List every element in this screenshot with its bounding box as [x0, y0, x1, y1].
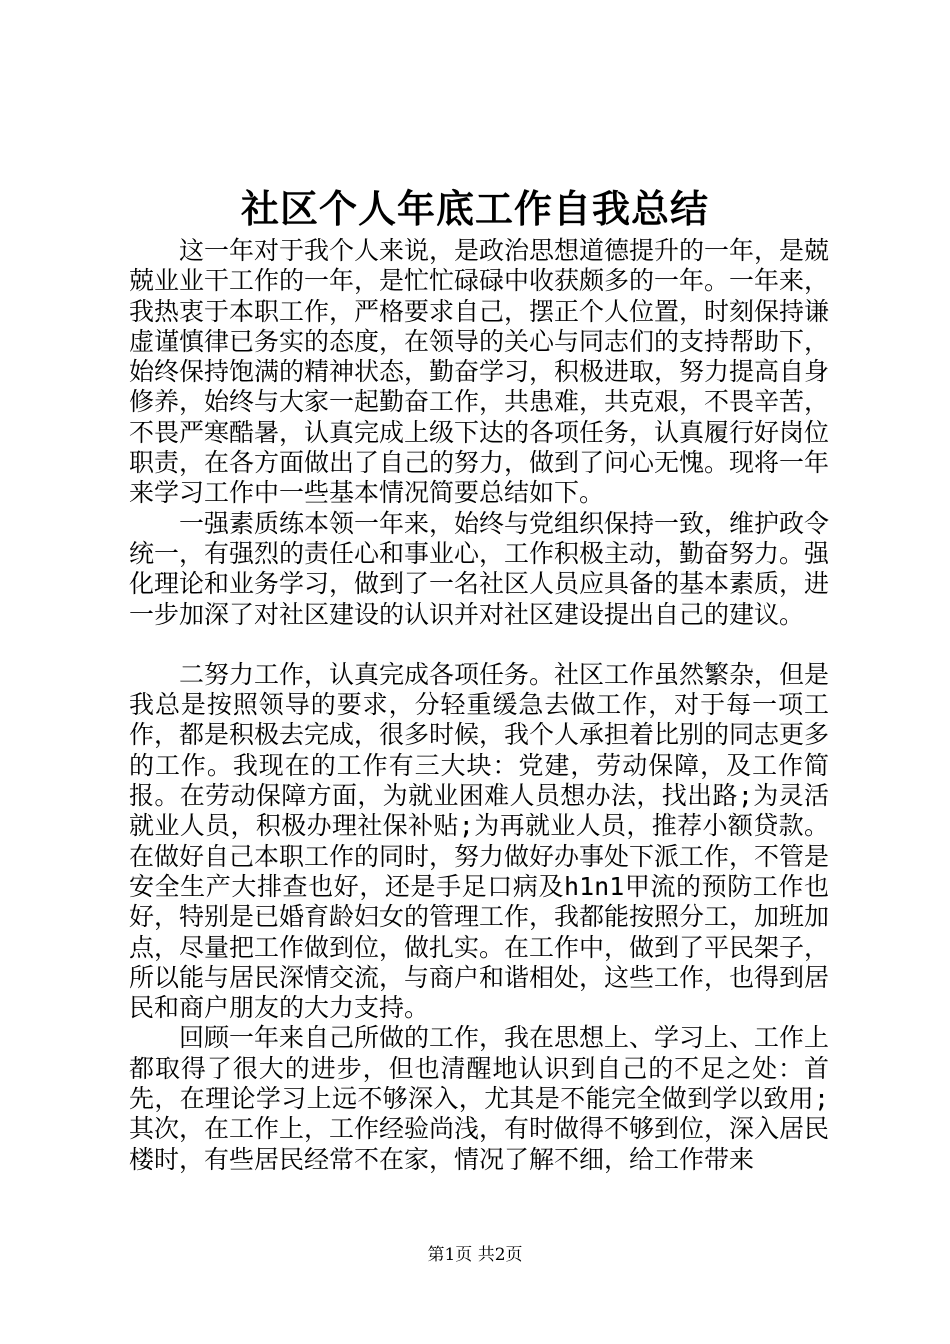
document-body [129, 236, 829, 1175]
document-title: 社区个人年底工作自我总结 [240, 186, 709, 231]
paragraph-intro: 这一年对于我个人来说，是政治思想道德提升的一年，是兢兢业业干工作的一年，是忙忙碌碌中收获颇多的一年。一年来，我热衷于本职工作，严格要求自己，摆正个人位置，时刻保持谦虚谨慎律已务实的态度，在领导的关心与同志们的支持帮助下，始终保持饱满的精神状态，勤奋学习，积极进取，努力提高自身修养，始终与大家一起勤奋工作，共患难，共克艰，不畏辛苦，不畏严寒酷暑，认真完成上级下达的各项任务，认真履行好岗位职责，在各方面做出了自己的努力，做到了问心无愧。现将一年来学习工作中一些基本情况简要总结如下。 [129, 236, 830, 508]
paragraph-review: 回顾一年来自己所做的工作，我在思想上、学习上、工作上都取得了很大的进步，但也清醒地认识到自己的不足之处：首先，在理论学习上远不够深入，尤其是不能完全做到学以致用;其次，在工作上，工作经验尚浅，有时做得不够到位，深入居民楼时，有些居民经常不在家，情况了解不细，给工作带来 [129, 1023, 830, 1174]
page-footer: 第1页 共2页 [427, 1245, 523, 1265]
paragraph-section-two: 二努力工作，认真完成各项任务。社区工作虽然繁杂，但是我总是按照领导的要求，分轻重缓急去做工作，对于每一项工作，都是积极去完成，很多时候，我个人承担着比别的同志更多的工作。我现在的工作有三大块：党建，劳动保障，及工作简报。在劳动保障方面，为就业困难人员想办法，找出路;为灵活就业人员，积极办理社保补贴;为再就业人员，推荐小额贷款。在做好自己本职工作的同时，努力做好办事处下派工作，不管是安全生产大排查也好，还是手足口病及h1n1甲流的预防工作也好，特别是已婚育龄妇女的管理工作，我都能按照分工，加班加点，尽量把工作做到位，做扎实。在工作中，做到了平民架子，所以能与居民深情交流，与商户和谐相处，这些工作，也得到居民和商户朋友的大力支持。 [129, 659, 830, 1023]
paragraph-section-one: 一强素质练本领一年来，始终与党组织保持一致，维护政令统一，有强烈的责任心和事业心，工作积极主动，勤奋努力。强化理论和业务学习，做到了一名社区人员应具备的基本素质，进一步加深了对社区建设的认识并对社区建设提出自己的建议。 [129, 508, 830, 629]
